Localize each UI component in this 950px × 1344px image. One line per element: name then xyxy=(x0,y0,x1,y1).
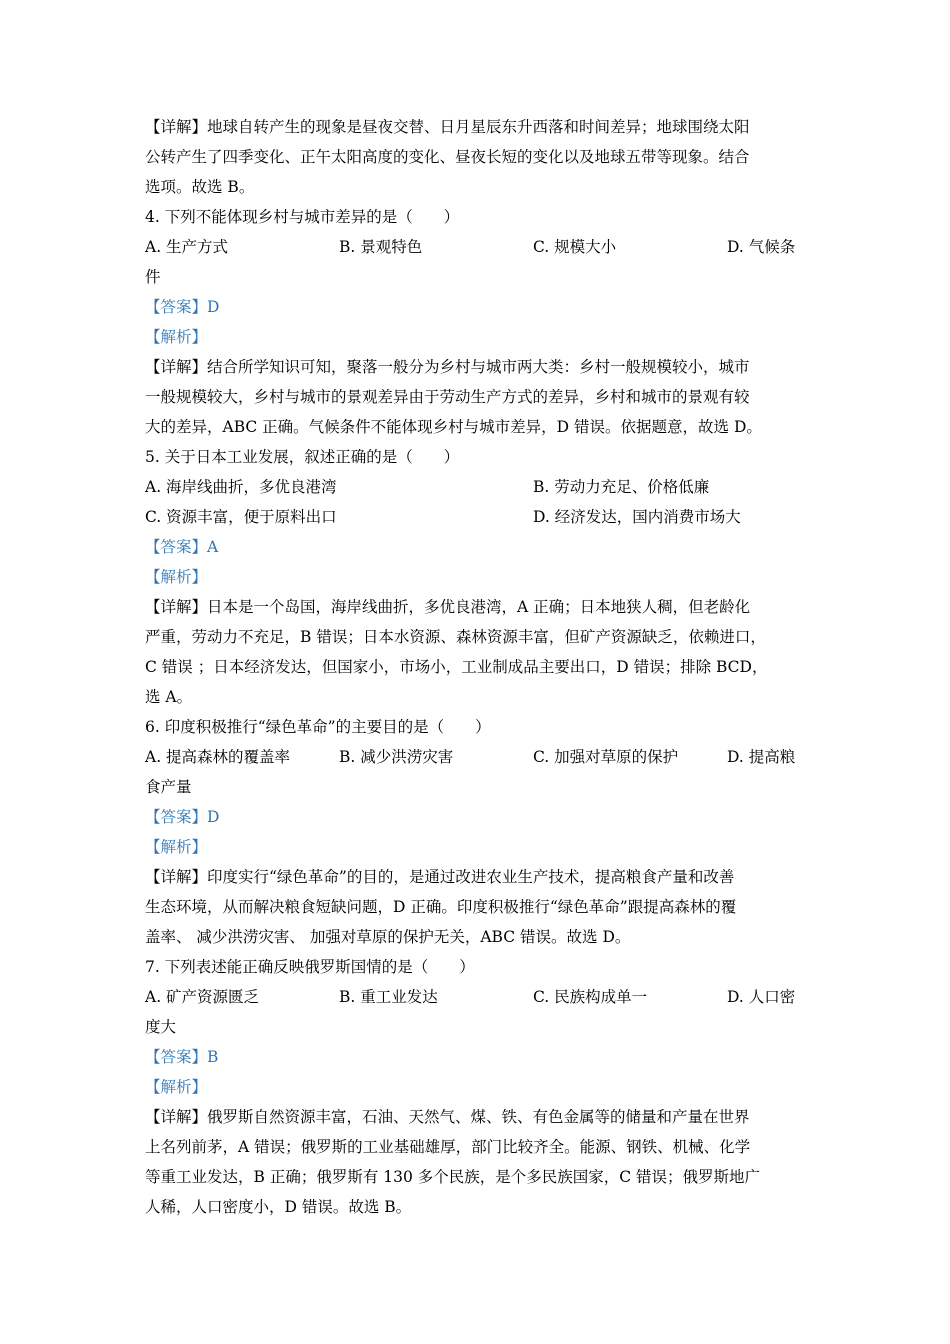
option-wrap: 食产量 xyxy=(145,778,192,796)
page-content xyxy=(145,112,805,1222)
detail-line: 等重工业发达，B 正确；俄罗斯有 130 多个民族，是个多民族国家，C 错误；俄罗斯地广 xyxy=(145,1168,761,1186)
option-a: A. 生产方式 xyxy=(145,238,229,256)
detail-line: 公转产生了四季变化、正午太阳高度的变化、昼夜长短的变化以及地球五带等现象。结合 xyxy=(145,148,750,166)
detail-line: 一般规模较大，乡村与城市的景观差异由于劳动生产方式的差异，乡村和城市的景观有较 xyxy=(145,388,750,406)
question-5 xyxy=(145,442,805,712)
option-a: A. 矿产资源匮乏 xyxy=(145,988,260,1006)
detail-line: 【详解】印度实行“绿色革命”的目的，是通过改进农业生产技术，提高粮食产量和改善 xyxy=(145,868,735,886)
analysis-label: 【解析】 xyxy=(145,838,208,856)
option-d: D. 提高粮 xyxy=(727,748,796,766)
option-b: B. 减少洪涝灾害 xyxy=(339,748,454,766)
question-4 xyxy=(145,202,805,442)
detail-line: 严重，劳动力不充足，B 错误；日本水资源、森林资源丰富，但矿产资源缺乏，依赖进口， xyxy=(145,628,766,646)
detail-line: C 错误 ；日本经济发达，但国家小，市场小，工业制成品主要出口，D 错误；排除 BCD， xyxy=(145,658,768,676)
answer-label: 【答案】D xyxy=(145,808,220,826)
option-c: C. 加强对草原的保护 xyxy=(533,748,679,766)
option-a: A. 提高森林的覆盖率 xyxy=(145,748,291,766)
answer-label: 【答案】A xyxy=(145,538,219,556)
option-wrap: 度大 xyxy=(145,1018,177,1036)
question-stem: 4. 下列不能体现乡村与城市差异的是（ ） xyxy=(145,208,460,226)
option-c: C. 民族构成单一 xyxy=(533,988,648,1006)
option-c: C. 资源丰富，便于原料出口 xyxy=(145,508,337,526)
analysis-label: 【解析】 xyxy=(145,1078,208,1096)
option-a: A. 海岸线曲折，多优良港湾 xyxy=(145,478,337,496)
detail-line: 选项。故选 B。 xyxy=(145,178,255,196)
question-stem: 7. 下列表述能正确反映俄罗斯国情的是（ ） xyxy=(145,958,475,976)
options-row xyxy=(145,982,805,1012)
question-stem: 6. 印度积极推行“绿色革命”的主要目的是（ ） xyxy=(145,718,491,736)
analysis-label: 【解析】 xyxy=(145,568,208,586)
option-c: C. 规模大小 xyxy=(533,238,617,256)
detail-line: 上名列前茅，A 错误；俄罗斯的工业基础雄厚，部门比较齐全。能源、钢铁、机械、化学 xyxy=(145,1138,751,1156)
option-d: D. 经济发达，国内消费市场大 xyxy=(533,508,741,526)
detail-line: 盖率、 减少洪涝灾害、 加强对草原的保护无关，ABC 错误。故选 D。 xyxy=(145,928,631,946)
detail-line: 【详解】日本是一个岛国，海岸线曲折，多优良港湾，A 正确；日本地狭人稠，但老龄化 xyxy=(145,598,751,616)
detail-line: 生态环境，从而解决粮食短缺问题，D 正确。印度积极推行“绿色革命”跟提高森林的覆 xyxy=(145,898,737,916)
question-stem: 5. 关于日本工业发展，叙述正确的是（ ） xyxy=(145,448,460,466)
option-d: D. 气候条 xyxy=(727,238,796,256)
question-6 xyxy=(145,712,805,952)
options-row xyxy=(145,232,805,262)
answer-label: 【答案】D xyxy=(145,298,220,316)
options-row xyxy=(145,472,805,502)
detail-line: 选 A。 xyxy=(145,688,193,706)
q3-detail xyxy=(145,112,805,202)
option-b: B. 景观特色 xyxy=(339,238,423,256)
detail-line: 人稀，人口密度小，D 错误。故选 B。 xyxy=(145,1198,412,1216)
answer-label: 【答案】B xyxy=(145,1048,219,1066)
options-row xyxy=(145,502,805,532)
option-b: B. 劳动力充足、价格低廉 xyxy=(533,478,710,496)
option-b: B. 重工业发达 xyxy=(339,988,438,1006)
option-d: D. 人口密 xyxy=(727,988,796,1006)
detail-line: 大的差异，ABC 正确。气候条件不能体现乡村与城市差异，D 错误。依据题意，故选 D。 xyxy=(145,418,762,436)
option-wrap: 件 xyxy=(145,268,161,286)
analysis-label: 【解析】 xyxy=(145,328,208,346)
options-row xyxy=(145,742,805,772)
detail-line: 【详解】地球自转产生的现象是昼夜交替、日月星辰东升西落和时间差异；地球围绕太阳 xyxy=(145,118,750,136)
detail-line: 【详解】结合所学知识可知，聚落一般分为乡村与城市两大类：乡村一般规模较小，城市 xyxy=(145,358,750,376)
question-7 xyxy=(145,952,805,1222)
detail-line: 【详解】俄罗斯自然资源丰富，石油、天然气、煤、铁、有色金属等的储量和产量在世界 xyxy=(145,1108,750,1126)
